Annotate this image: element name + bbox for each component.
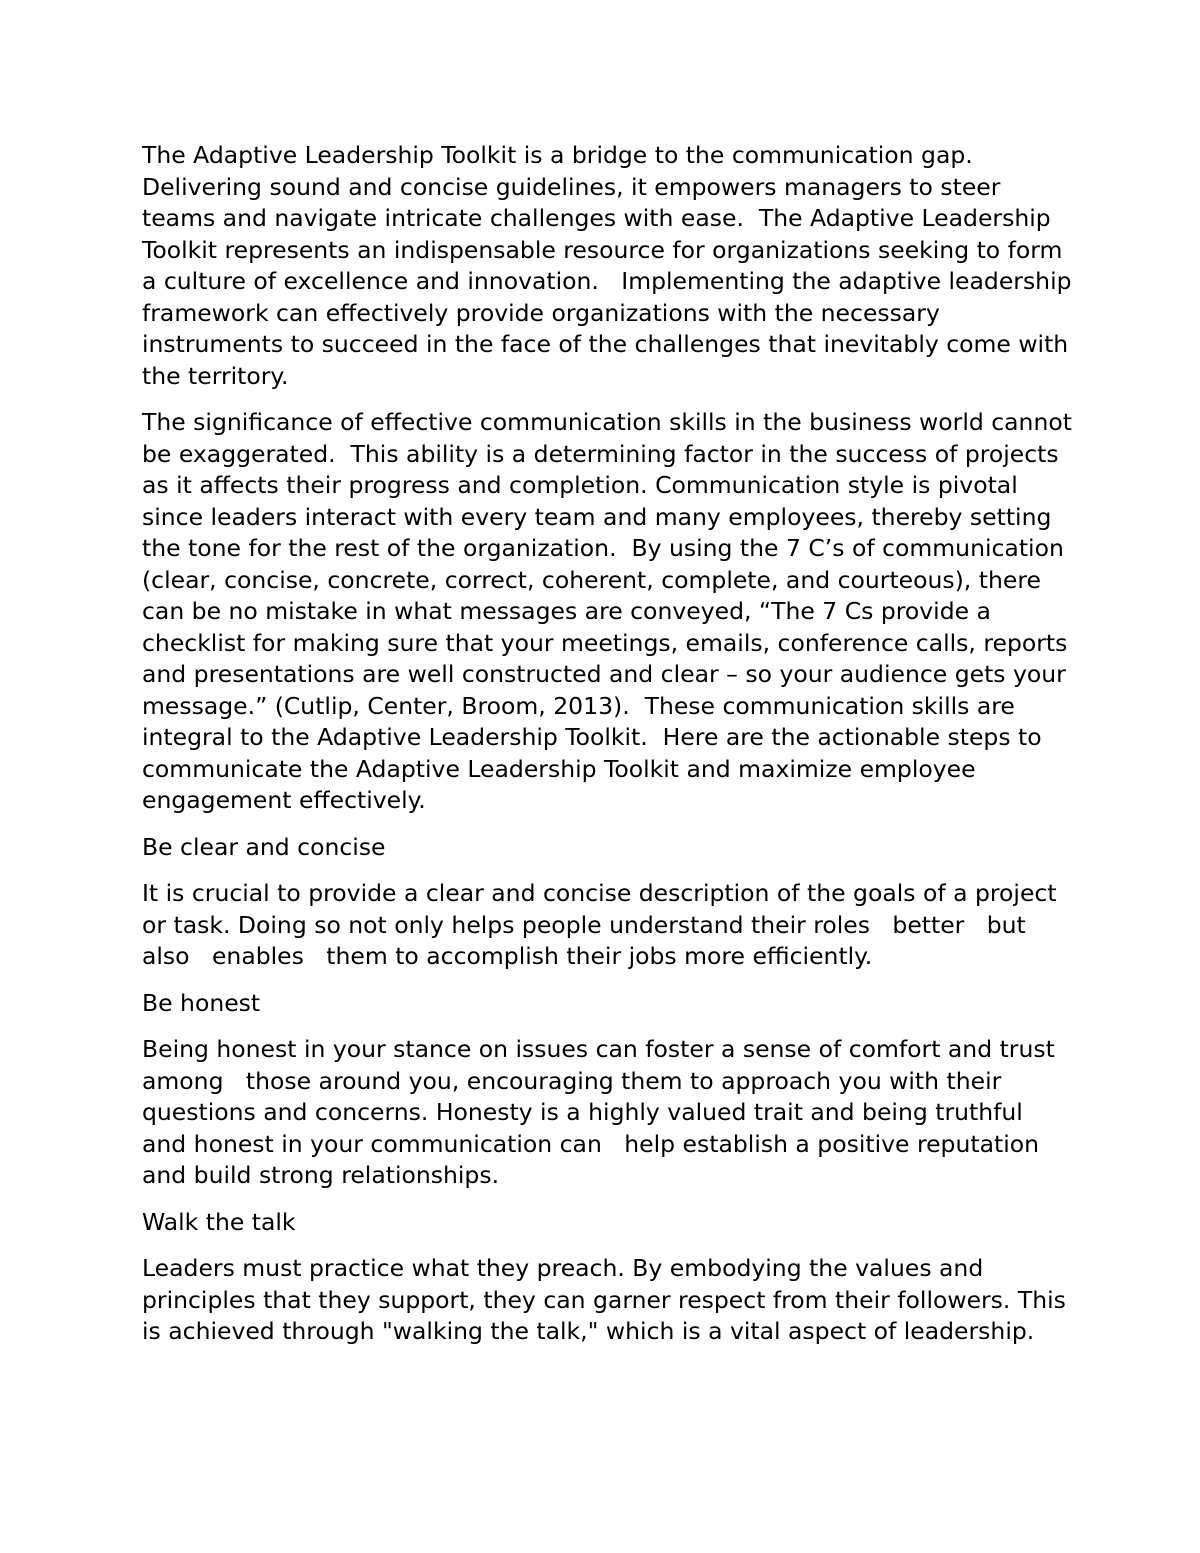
- document-body: [142, 140, 1080, 1363]
- walk-talk-paragraph: Leaders must practice what they preach. By embodying the values and principles that they support, they can garner respect from their followers. This is achieved through "walking the talk," which is a vital aspect of leadership.: [142, 1254, 1074, 1345]
- clear-concise-paragraph: It is crucial to provide a clear and concise description of the goals of a project or task. Doing so not only helps people understand their roles better but also enables them to accomplish their jobs more efficiently.: [142, 879, 1065, 970]
- intro-paragraph: The Adaptive Leadership Toolkit is a bridge to the communication gap. Delivering sound and concise guidelines, it empowers managers to steer teams and navigate intricate challenges with ease. The Adaptive Leadership Toolkit represents an indispensable resource for organizations seeking to form a culture of excellence and innovation. Implementing the adaptive leadership framework can effectively provide organizations with the necessary instruments to succeed in the face of the challenges that inevitably come with the territory.: [142, 141, 1080, 390]
- section-heading-honest: Be honest: [142, 988, 261, 1017]
- honest-paragraph: Being honest in your stance on issues can foster a sense of comfort and trust among those around you, encouraging them to approach you with their questions and concerns. Honesty is a highly valued trait and being truthful and honest in your communication can help establish a positive reputation and build strong relationships.: [142, 1035, 1063, 1189]
- communication-paragraph: The significance of effective communication skills in the business world cannot be exaggerated. This ability is a determining factor in the success of projects as it affects their progress and completion. Communication style is pivotal since leaders interact with every team and many employees, thereby setting the tone for the rest of the organization. By using the 7 C’s of communication (clear, concise, concrete, correct, coherent, complete, and courteous), there can be no mistake in what messages are conveyed, “The 7 Cs provide a checklist for making sure that your meetings, emails, conference calls, reports and presentations are well constructed and clear – so your audience gets your message.” (Cutlip, Center, Broom, 2013). These communication skills are integral to the Adaptive Leadership Toolkit. Here are the actionable steps to communicate the Adaptive Leadership Toolkit and maximize employee engagement effectively.: [142, 408, 1080, 814]
- section-heading-walk-talk: Walk the talk: [142, 1207, 296, 1236]
- section-heading-clear-concise: Be clear and concise: [142, 832, 386, 861]
